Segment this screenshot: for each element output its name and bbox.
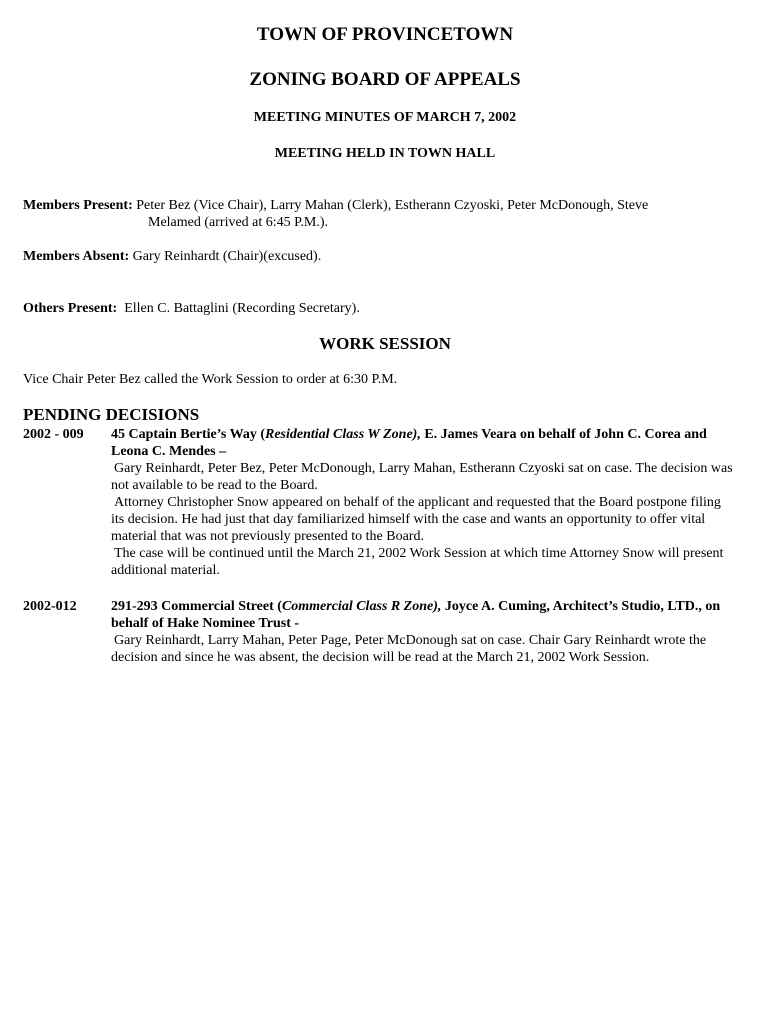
- case-paragraph: Attorney Christopher Snow appeared on behalf of the applicant and requested that the Board postpone filing its decision. He had just that day familiarized himself with the case and wants an opportunity to offer vital material that was not previously presented to the Board.: [111, 495, 721, 544]
- case-title: [111, 426, 736, 460]
- others-present-label: Others Present:: [23, 301, 118, 316]
- others-present-text: Ellen C. Battaglini (Recording Secretary).: [124, 301, 360, 316]
- case-title-part: 291-293 Commercial Street (: [111, 599, 282, 614]
- work-session-text: Vice Chair Peter Bez called the Work Session to order at 6:30 P.M.: [23, 372, 398, 387]
- members-present-label: Members Present:: [23, 198, 133, 213]
- case-title: [111, 598, 736, 632]
- members-present-line1: Peter Bez (Vice Chair), Larry Mahan (Clerk), Estherann Czyoski, Peter McDonough, Steve: [136, 198, 649, 213]
- case-number: 2002 - 009: [23, 427, 84, 442]
- members-absent-text: Gary Reinhardt (Chair)(excused).: [132, 249, 322, 264]
- pending-decisions-heading: PENDING DECISIONS: [23, 405, 200, 424]
- case-title-part: Joyce A. Cuming, Architect’s Studio, LTD., on behalf of Hake Nominee Trust -: [111, 599, 721, 631]
- others-present: [23, 300, 743, 317]
- case-zone: Commercial Class R Zone),: [281, 599, 442, 614]
- case-title-part: E. James Veara on behalf of John C. Corea and Leona C. Mendes –: [111, 427, 707, 459]
- minutes-title: MEETING MINUTES OF MARCH 7, 2002: [253, 110, 517, 125]
- members-present-line2: Melamed (arrived at 6:45 P.M.).: [148, 215, 329, 230]
- members-present: [23, 197, 743, 231]
- case-title-part: 45 Captain Bertie’s Way (: [111, 427, 265, 442]
- case-entry: [111, 426, 736, 579]
- case-zone: Residential Class W Zone),: [265, 427, 421, 442]
- location-title: MEETING HELD IN TOWN HALL: [274, 146, 496, 161]
- case-paragraph: The case will be continued until the March 21, 2002 Work Session at which time Attorney Snow will present additional material.: [111, 546, 724, 578]
- case-entry: [111, 598, 736, 666]
- board-title: ZONING BOARD OF APPEALS: [249, 69, 521, 90]
- case-paragraph: Gary Reinhardt, Peter Bez, Peter McDonough, Larry Mahan, Estherann Czyoski sat on case. The decision was not available to be read to the Board.: [111, 461, 733, 493]
- members-absent-label: Members Absent:: [23, 249, 130, 264]
- work-session-heading: WORK SESSION: [319, 334, 451, 353]
- case-paragraph: Gary Reinhardt, Larry Mahan, Peter Page, Peter McDonough sat on case. Chair Gary Reinhardt wrote the decision and since he was absent, the decision will be read at the March 21, 2002 Work Session.: [111, 633, 707, 665]
- town-title: TOWN OF PROVINCETOWN: [256, 24, 514, 45]
- case-number: 2002-012: [23, 599, 77, 614]
- members-absent: [23, 248, 743, 265]
